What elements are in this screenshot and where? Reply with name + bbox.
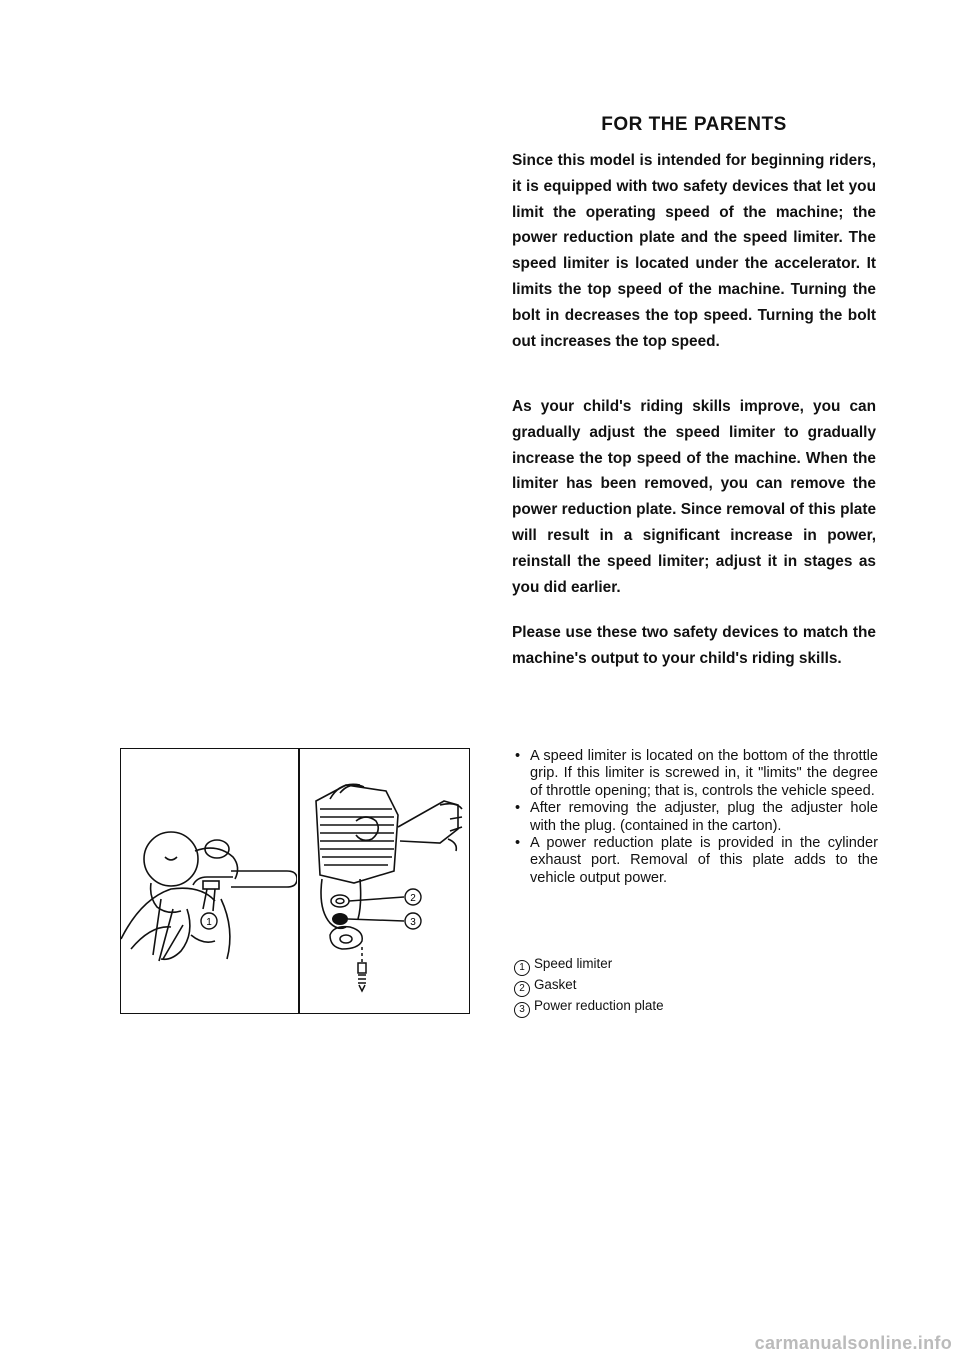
closing-paragraph: Please use these two safety devices to match the machine's output to your child's riding skills. [512,624,876,667]
cylinder-drawing [300,749,469,1013]
notes-list [514,748,878,887]
bullet-icon: • [515,800,521,817]
section-title: FOR THE PARENTS [601,114,787,135]
note-item [514,748,878,800]
callout-3 [405,913,421,929]
watermark: carmanualsonline.info [754,1333,952,1353]
legend-number: 1 [514,960,530,976]
callout-3-label: 3 [410,917,416,928]
note-text: A power reduction plate is provided in the cylinder exhaust port. Removal of this plate adds to the vehicle output power. [530,835,878,886]
legend-number: 2 [514,981,530,997]
intro-paragraph: Since this model is intended for beginning riders, it is equipped with two safety devices that let you limit the operating speed of the machine; the power reduction plate and the speed limiter. The speed limiter is located under the accelerator. It limits the top speed of the machine. Turning the bolt in decreases the top speed. Turning the bolt out increases the top speed. [512,152,876,350]
note-item [514,835,878,887]
note-text: A speed limiter is located on the bottom of the throttle grip. If this limiter is screwed in, it "limits" the degree of throttle opening; that is, controls the vehicle speed. [530,748,878,799]
legend-item [514,976,664,997]
callout-1 [201,913,217,929]
bullet-icon: • [515,748,521,764]
callout-2 [405,889,421,905]
callout-2-label: 2 [410,893,416,904]
legend-number: 3 [514,1002,530,1018]
legend-item [514,997,664,1018]
bullet-icon: • [515,835,521,852]
legend-label: Power reduction plate [534,998,664,1013]
callout-1-label: 1 [206,917,212,928]
note-text: After removing the adjuster, plug the adjuster hole with the plug. (contained in the carton). [530,800,878,834]
parts-legend [514,955,664,1018]
throttle-grip-drawing [121,749,297,1013]
adjustment-paragraph: As your child's riding skills improve, you can gradually adjust the speed limiter to gradually increase the top speed of the machine. When the limiter has been removed, you can remove the power reduction plate. Since removal of this plate will result in a significant increase in power, reinstall the speed limiter; adjust it in stages as you did earlier. [512,398,876,596]
legend-label: Gasket [534,977,577,992]
note-item [514,800,878,835]
parts-illustration [120,748,470,1014]
legend-label: Speed limiter [534,956,613,971]
legend-item [514,955,664,976]
